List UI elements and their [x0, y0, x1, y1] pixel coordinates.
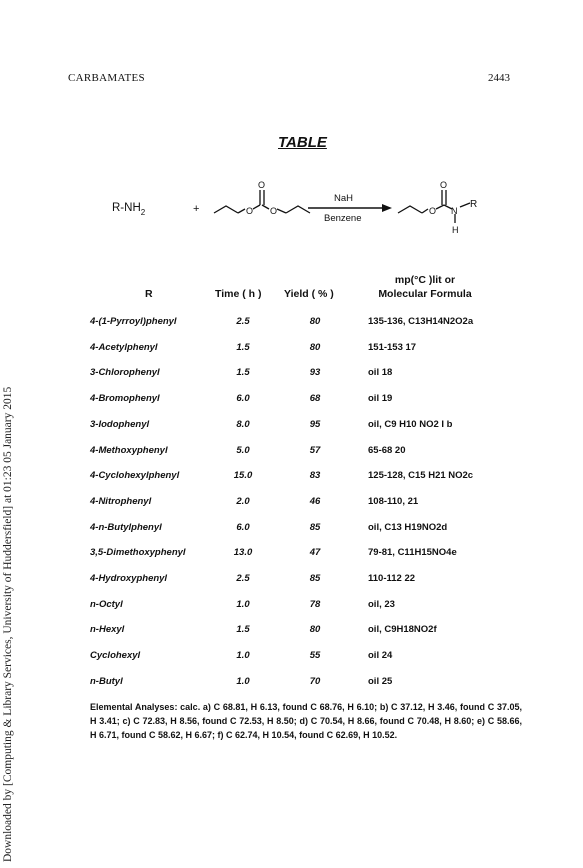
reaction-time: 5.0 — [236, 444, 250, 456]
melting-point-formula: oil, C13 H19NO2d — [368, 521, 448, 533]
substituent-r: 3-Iodophenyl — [90, 418, 150, 430]
column-header-mp-line2: Molecular Formula — [378, 288, 472, 300]
substituent-r: Cyclohexyl — [90, 650, 141, 662]
reaction-yield: 78 — [309, 598, 321, 610]
table-row — [0, 419, 583, 437]
column-header-r: R — [145, 288, 153, 300]
melting-point-formula: oil, C9H18NO2f — [368, 624, 437, 636]
reaction-yield: 85 — [309, 573, 321, 584]
table-row — [0, 676, 583, 694]
reaction-time: 1.0 — [236, 598, 250, 610]
substituent-r: 3-Chlorophenyl — [90, 367, 160, 379]
reaction-time: 8.0 — [236, 418, 250, 430]
table-row — [0, 316, 583, 334]
melting-point-formula: oil 25 — [368, 675, 393, 687]
substituent-r: 4-Bromophenyl — [90, 393, 160, 405]
table-row — [0, 547, 583, 565]
substituent-r: 4-Methoxyphenyl — [90, 444, 168, 456]
substituent-r: 3,5-Dimethoxyphenyl — [90, 547, 186, 559]
reaction-yield: 70 — [309, 675, 321, 687]
table-row — [0, 445, 583, 463]
column-header-time: Time ( h ) — [215, 288, 262, 300]
melting-point-formula: 79-81, C11H15NO4e — [368, 547, 457, 559]
substituent-r: n-Octyl — [90, 598, 123, 610]
reaction-time: 13.0 — [233, 547, 253, 559]
reaction-yield: 57 — [309, 444, 321, 456]
elemental-analyses-footnote: Elemental Analyses: calc. a) C 68.81, H 6.13, found C 68.76, H 6.10; b) C 37.12, H 3.46, found C 37.05, H 3.41; c) C 72.83, H 8.56, found C 72.53, H 8.50; d) C 70.54, H 8.66, found C 70.48, H 8.60; e) C 58.66, H 6.71, found C 58.62, H 6.67; f) C 62.74, H 10.54, found C 62.69, H 10.52. — [90, 702, 522, 740]
substituent-r: 4-Acetylphenyl — [90, 341, 158, 353]
reaction-time: 1.5 — [236, 624, 250, 636]
atom-oxygen-carbonyl: O — [258, 180, 266, 190]
reaction-time: 1.5 — [236, 341, 250, 353]
substituent-r: 4-(1-Pyrroyl)phenyl — [90, 316, 177, 327]
reaction-yield: 80 — [309, 624, 321, 636]
reaction-time: 1.5 — [236, 367, 250, 379]
reaction-yield: 80 — [309, 341, 321, 353]
column-header-mp-line1: mp(°C )lit or — [394, 274, 456, 286]
substituent-r: 4-Cyclohexylphenyl — [90, 470, 180, 482]
table-row — [0, 393, 583, 411]
reaction-yield: 95 — [309, 418, 321, 430]
table-row — [0, 470, 583, 488]
melting-point-formula: oil 19 — [368, 393, 393, 405]
substituent-r: 4-Nitrophenyl — [90, 495, 152, 507]
diethyl-carbonate-structure — [214, 190, 310, 213]
table-row — [0, 522, 583, 540]
melting-point-formula: 108-110, 21 — [368, 495, 419, 507]
page-number: 2443 — [488, 72, 510, 84]
product-r-group: R — [470, 199, 478, 210]
atom-oxygen-1: O — [246, 206, 254, 216]
reaction-yield: 68 — [309, 393, 321, 405]
melting-point-formula: 135-136, C13H14N2O2a — [368, 316, 474, 327]
substituent-r: n-Butyl — [90, 675, 123, 687]
product-oxygen: O — [429, 206, 437, 216]
running-title: CARBAMATES — [68, 72, 145, 84]
table-row — [0, 599, 583, 617]
melting-point-formula: 65-68 20 — [368, 444, 406, 456]
reaction-yield: 55 — [309, 650, 321, 662]
download-notice: Downloaded by [Computing & Library Services, University of Huddersfield] at 01:23 05 January 2015 — [2, 386, 14, 862]
table-row — [0, 624, 583, 642]
reaction-time: 2.5 — [236, 316, 250, 327]
table-row — [0, 496, 583, 514]
reaction-yield: 93 — [309, 367, 321, 379]
table-row — [0, 650, 583, 668]
plus-sign: + — [193, 203, 200, 215]
reaction-scheme — [0, 0, 583, 260]
reaction-time: 1.0 — [236, 675, 250, 687]
melting-point-formula: oil, 23 — [368, 598, 395, 610]
melting-point-formula: 110-112 22 — [368, 573, 416, 584]
reactant-amine: $R-NH_2$ — [112, 202, 146, 217]
table-row — [0, 367, 583, 385]
reagent-label: NaH — [334, 193, 354, 204]
substituent-r: n-Hexyl — [90, 624, 125, 636]
solvent-label: Benzene — [324, 213, 362, 224]
product-nitrogen: N — [451, 206, 458, 216]
substituent-r: 4-Hydroxyphenyl — [90, 573, 168, 584]
atom-oxygen-2: O — [270, 206, 278, 216]
column-header-yield: Yield ( % ) — [284, 288, 334, 300]
melting-point-formula: 125-128, C15 H21 NO2c — [368, 470, 474, 482]
reaction-yield: 83 — [309, 470, 321, 482]
reaction-yield: 47 — [309, 547, 321, 559]
reaction-time: 1.0 — [236, 650, 250, 662]
table-title: TABLE — [278, 134, 327, 151]
product-carbonyl-oxygen: O — [440, 180, 448, 190]
melting-point-formula: oil 18 — [368, 367, 393, 379]
reaction-yield: 85 — [309, 521, 321, 533]
table-row — [0, 342, 583, 360]
melting-point-formula: 151-153 17 — [368, 341, 417, 353]
reaction-time: 6.0 — [236, 393, 250, 405]
melting-point-formula: oil 24 — [368, 650, 393, 662]
reaction-yield: 46 — [309, 495, 321, 507]
reaction-yield: 80 — [309, 316, 321, 327]
substituent-r: 4-n-Butylphenyl — [90, 521, 162, 533]
product-nh-hydrogen: H — [452, 225, 459, 235]
reaction-time: 2.5 — [236, 573, 250, 584]
table-row — [0, 573, 583, 591]
melting-point-formula: oil, C9 H10 NO2 I b — [368, 418, 453, 430]
reaction-time: 6.0 — [236, 521, 250, 533]
reaction-time: 15.0 — [233, 470, 253, 482]
reaction-time: 2.0 — [236, 495, 250, 507]
